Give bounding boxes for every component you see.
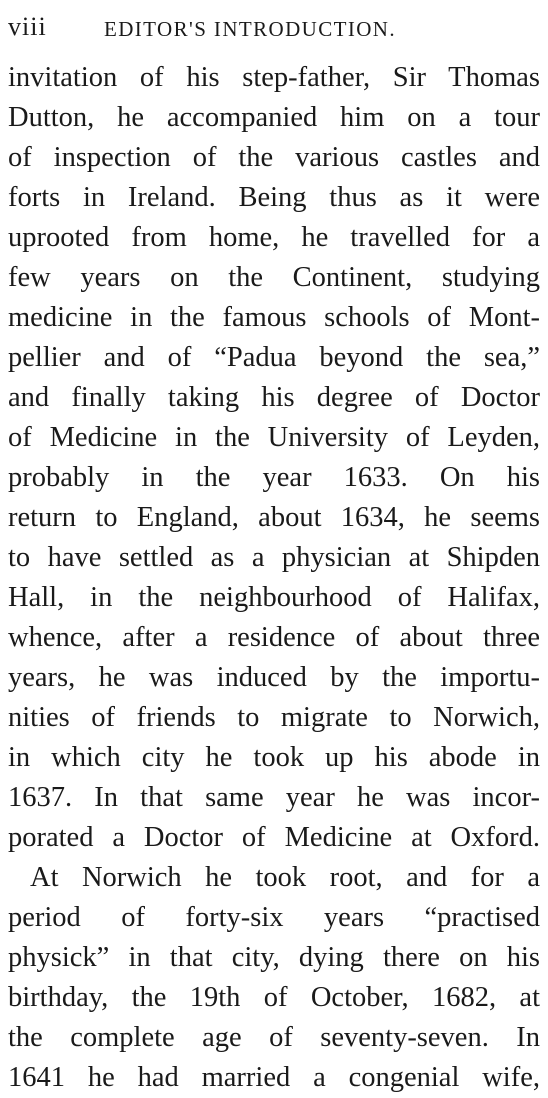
page-number: viii xyxy=(8,12,47,41)
text-line: probably in the year 1633. On his xyxy=(8,462,540,493)
text-line: whence, after a residence of about three xyxy=(8,622,540,653)
text-line: of Medicine in the University of Leyden, xyxy=(8,422,540,453)
text-line: uprooted from home, he travelled for a xyxy=(8,222,540,253)
text-line: nities of friends to migrate to Norwich, xyxy=(8,702,540,733)
text-line: in which city he took up his abode in xyxy=(8,742,540,773)
text-line: to have settled as a physician at Shipden xyxy=(8,542,540,573)
text-line: medicine in the famous schools of Mont- xyxy=(8,302,540,333)
body-text xyxy=(8,58,540,1098)
text-line: forts in Ireland. Being thus as it were xyxy=(8,182,540,213)
text-line: pellier and of “Padua beyond the sea,” xyxy=(8,342,540,373)
text-line: physick” in that city, dying there on his xyxy=(8,942,540,973)
text-line: invitation of his step-father, Sir Thomas xyxy=(8,62,540,93)
text-line: birthday, the 19th of October, 1682, at xyxy=(8,982,540,1013)
text-line: Hall, in the neighbourhood of Halifax, xyxy=(8,582,540,613)
text-line: and finally taking his degree of Doctor xyxy=(8,382,540,413)
text-line: Dutton, he accompanied him on a tour xyxy=(8,102,540,133)
text-line: of inspection of the various castles and xyxy=(8,142,540,173)
text-line: years, he was induced by the importu- xyxy=(8,662,540,693)
text-line: 1637. In that same year he was incor- xyxy=(8,782,540,813)
running-title: EDITOR'S INTRODUCTION. xyxy=(104,17,397,41)
running-head xyxy=(8,10,540,44)
text-line: porated a Doctor of Medicine at Oxford. xyxy=(8,822,540,853)
text-line: few years on the Continent, studying xyxy=(8,262,540,293)
paragraph-start-line: At Norwich he took root, and for a xyxy=(30,862,540,893)
text-line: return to England, about 1634, he seems xyxy=(8,502,540,533)
text-line: 1641 he had married a congenial wife, xyxy=(8,1062,540,1093)
text-line: the complete age of seventy-seven. In xyxy=(8,1022,540,1053)
text-line: period of forty-six years “practised xyxy=(8,902,540,933)
